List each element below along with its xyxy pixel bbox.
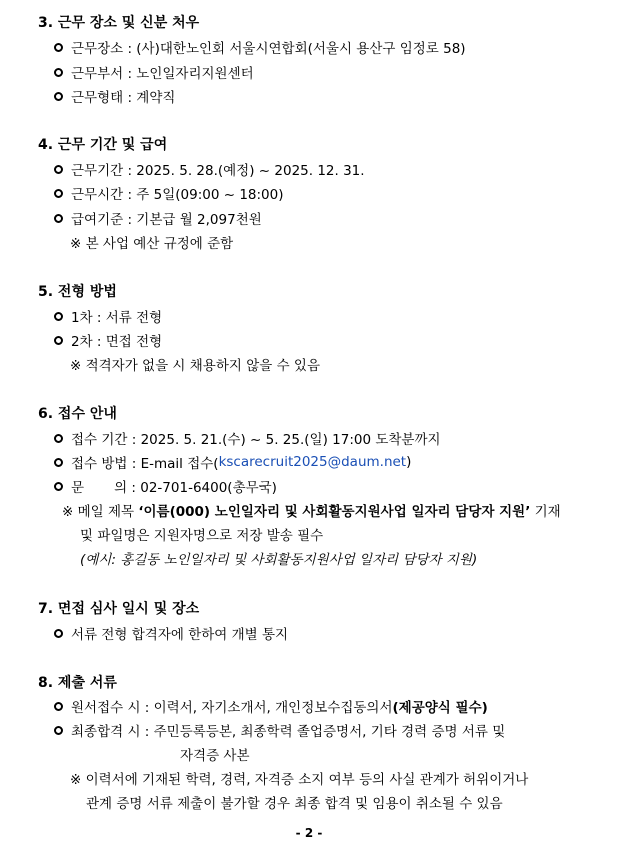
circle-bullet-icon — [54, 458, 63, 467]
work-hours-item: 근무시간 : 주 5일(09:00 ~ 18:00) — [54, 183, 284, 203]
final-docs-item: 최종합격 시 : 주민등록등본, 최종학력 졸업증명서, 기타 경력 증명 서류 및 — [54, 720, 505, 740]
apply-docs-item: 원서접수 시 : 이력서, 자기소개서, 개인정보수집동의서 (제공양식 필수) — [54, 696, 488, 716]
circle-bullet-icon — [54, 43, 63, 52]
circle-bullet-icon — [54, 726, 63, 735]
receipt-method-item: 접수 방법 : E-mail 접수( kscarecruit2025@daum.net ) — [54, 452, 411, 472]
section-4-title: 4. 근무 기간 및 급여 — [38, 137, 168, 153]
receipt-period-item: 접수 기간 : 2025. 5. 21.(수) ~ 5. 25.(일) 17:00 도착분까지 — [54, 428, 441, 448]
pay-item: 급여기준 : 기본급 월 2,097천원 — [54, 208, 262, 228]
section-8-title: 8. 제출 서류 — [38, 675, 117, 691]
circle-bullet-icon — [54, 312, 63, 321]
work-place-item: 근무장소 : (사)대한노인회 서울시연합회(서울시 용산구 임정로 58) — [54, 37, 466, 57]
screening-first-item: 1차 : 서류 전형 — [54, 306, 162, 326]
section-5-title: 5. 전형 방법 — [38, 284, 117, 300]
circle-bullet-icon — [54, 629, 63, 638]
mail-title-note: ※ 메일 제목 ‘이름(000) 노인일자리 및 사회활동지원사업 일자리 담당자 지원’ 기재 — [62, 504, 561, 520]
work-period-item: 근무기간 : 2025. 5. 28.(예정) ~ 2025. 12. 31. — [54, 159, 365, 179]
work-dept-item: 근무부서 : 노인일자리지원센터 — [54, 62, 254, 82]
circle-bullet-icon — [54, 189, 63, 198]
circle-bullet-icon — [54, 68, 63, 77]
contact-item: 문 의 : 02-701-6400(총무국) — [54, 476, 277, 496]
section-7-title: 7. 면접 심사 일시 및 장소 — [38, 601, 200, 617]
interview-notice-item: 서류 전형 합격자에 한하여 개별 통지 — [54, 623, 288, 643]
section-3-title: 3. 근무 장소 및 신분 처우 — [38, 15, 200, 31]
false-info-note-line2: 관계 증명 서류 제출이 불가할 경우 최종 합격 및 임용이 취소될 수 있음 — [86, 796, 503, 812]
circle-bullet-icon — [54, 434, 63, 443]
circle-bullet-icon — [54, 702, 63, 711]
circle-bullet-icon — [54, 165, 63, 174]
mail-title-example: (예시: 홍길동 노인일자리 및 사회활동지원사업 일자리 담당자 지원) — [80, 552, 478, 568]
circle-bullet-icon — [54, 336, 63, 345]
false-info-note: ※ 이력서에 기재된 학력, 경력, 자격증 소지 여부 등의 사실 관계가 허위이거나 — [70, 772, 529, 788]
circle-bullet-icon — [54, 482, 63, 491]
section-6-title: 6. 접수 안내 — [38, 406, 117, 422]
work-type-item: 근무형태 : 계약직 — [54, 86, 175, 106]
mail-title-note-line2: 및 파일명은 지원자명으로 저장 발송 필수 — [80, 528, 324, 544]
circle-bullet-icon — [54, 92, 63, 101]
email-link[interactable]: kscarecruit2025@daum.net — [218, 454, 407, 470]
screening-note: ※ 적격자가 없을 시 채용하지 않을 수 있음 — [70, 358, 321, 374]
page-number: - 2 - — [295, 826, 323, 840]
circle-bullet-icon — [54, 214, 63, 223]
budget-note: ※ 본 사업 예산 규정에 준함 — [70, 236, 234, 252]
final-docs-line2: 자격증 사본 — [180, 748, 250, 764]
screening-second-item: 2차 : 면접 전형 — [54, 330, 162, 350]
